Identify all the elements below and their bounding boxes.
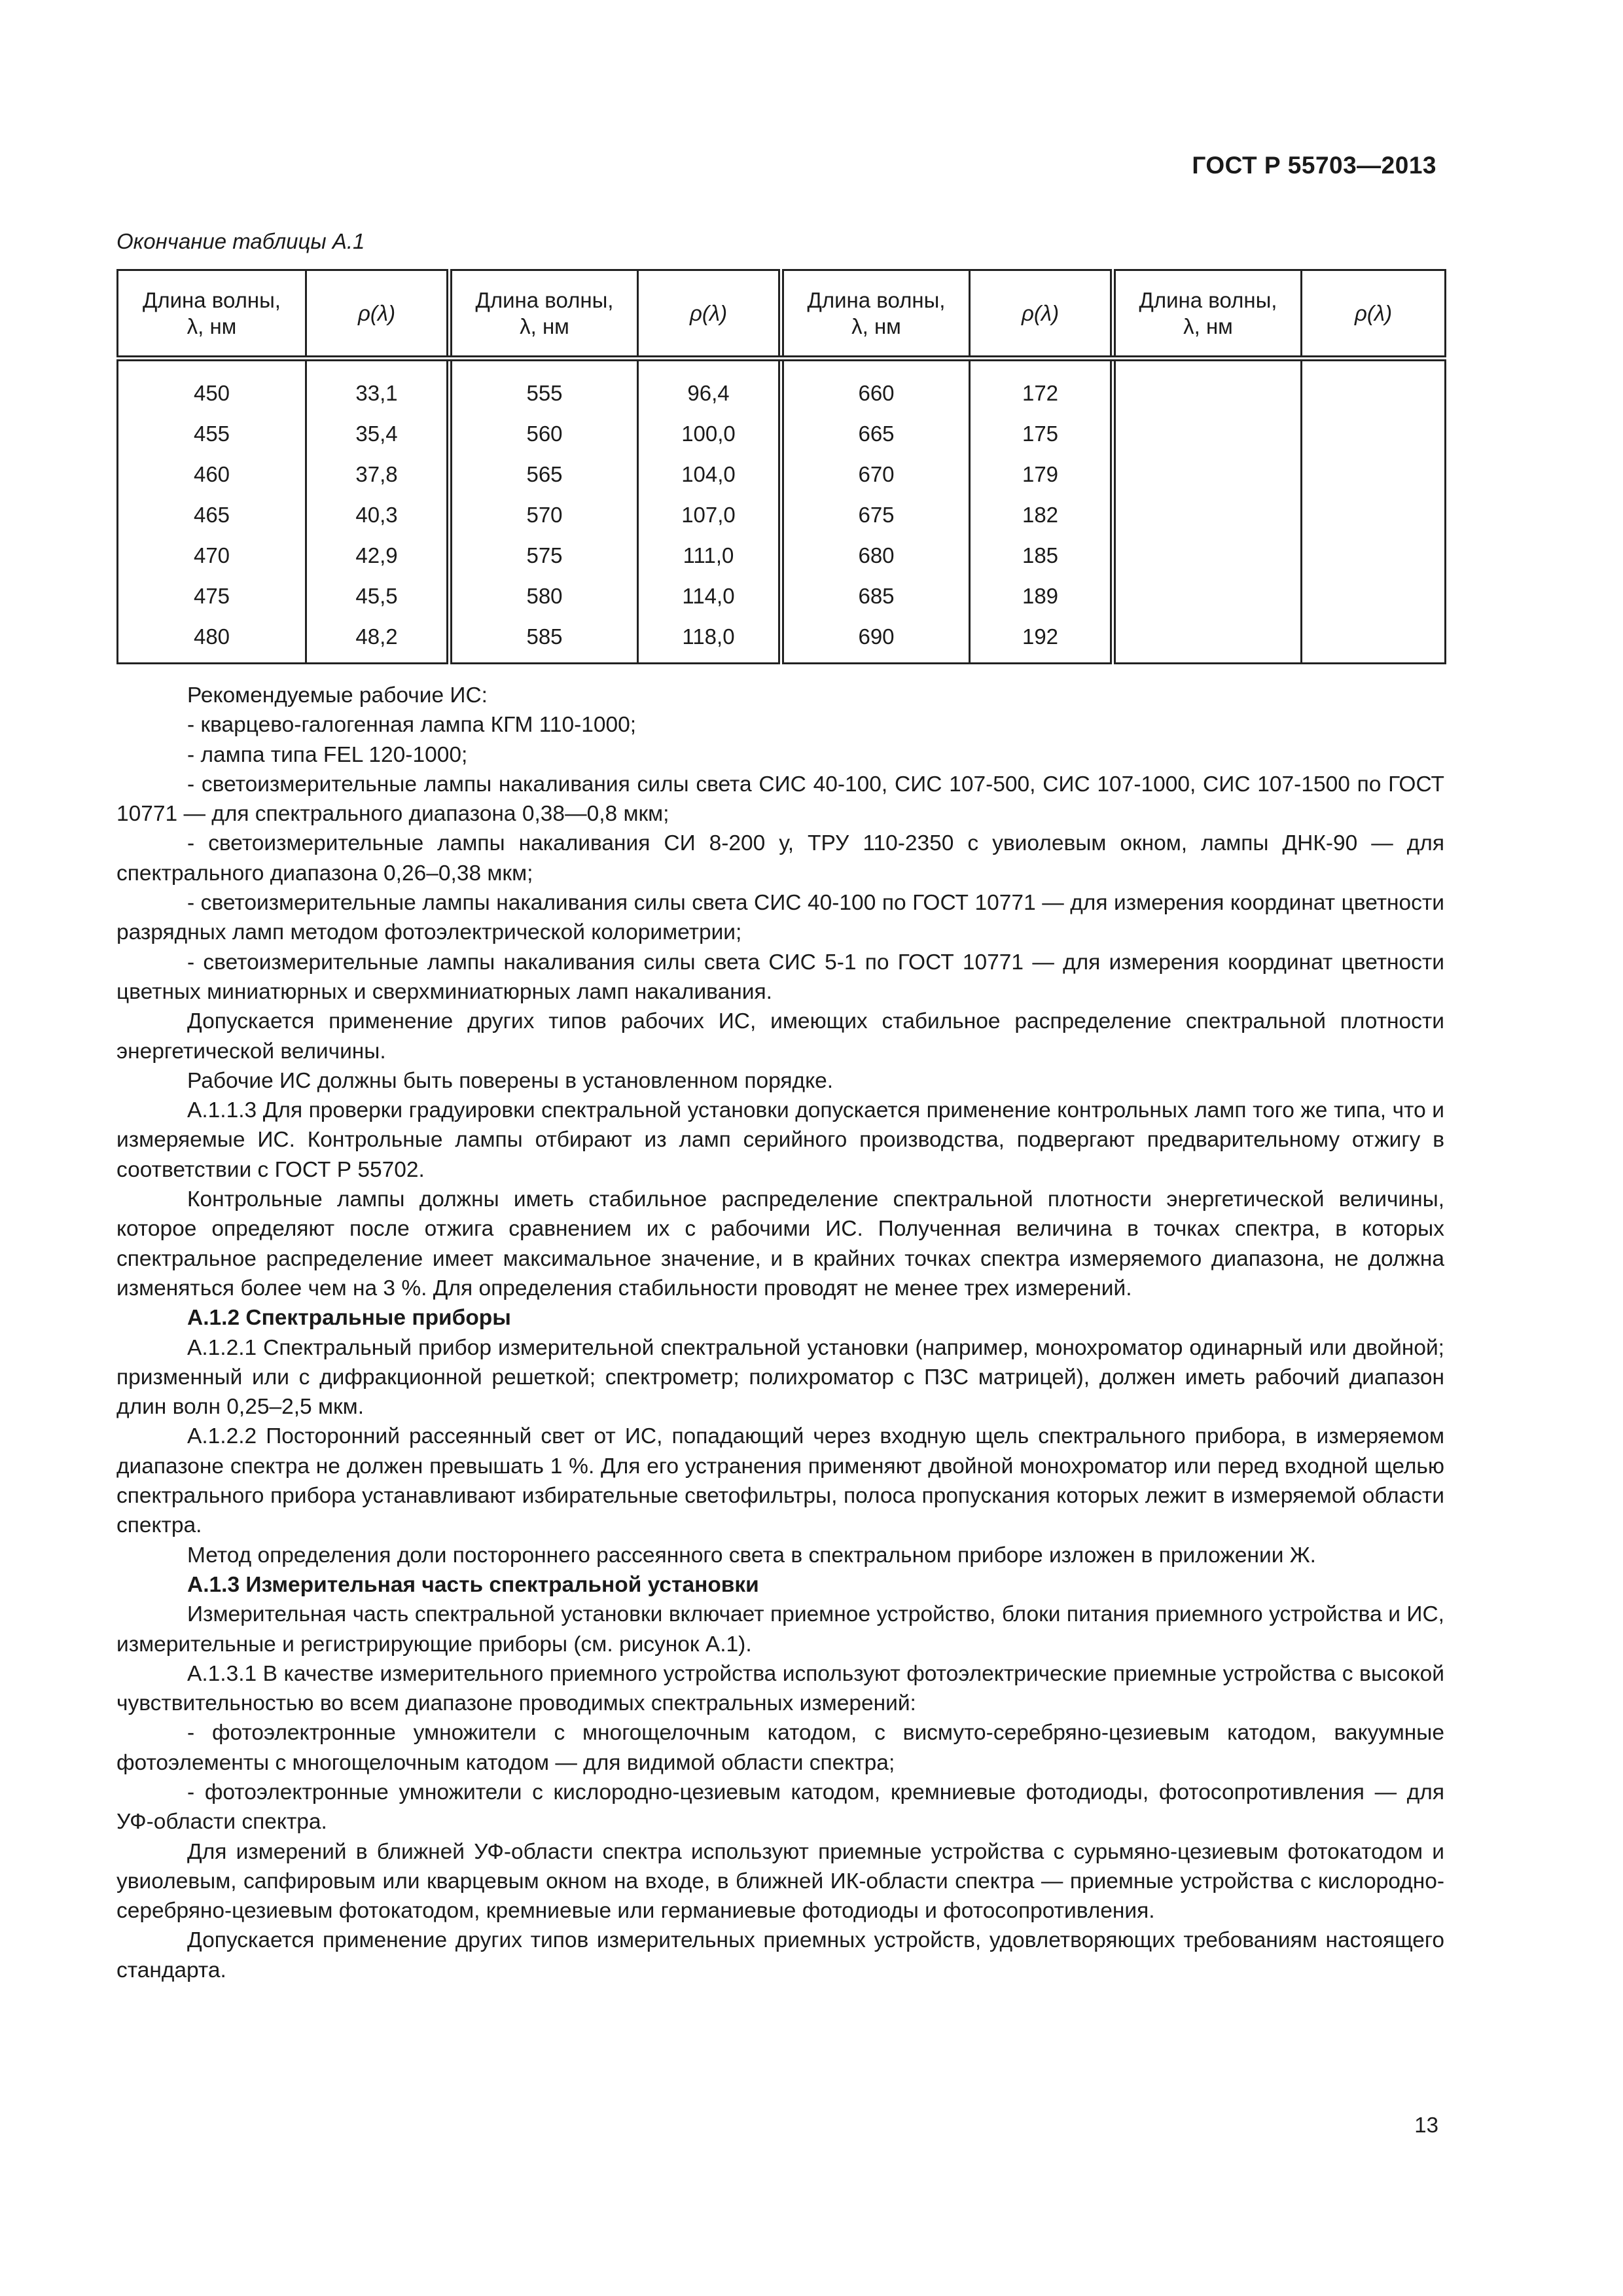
cell-wavelength: 470 [118, 535, 306, 576]
cell-wavelength [1113, 576, 1302, 617]
cell-rho: 37,8 [306, 454, 450, 495]
paragraph: - кварцево-галогенная лампа КГМ 110-1000; [187, 713, 637, 738]
paragraph: Допускается применение других типов рабочих ИС, имеющих стабильное распределение спектральной плотности энергетической величины. [116, 1009, 1444, 1064]
paragraph: - лампа типа FEL 120-1000; [187, 742, 468, 767]
cell-rho [1302, 414, 1446, 454]
cell-rho [1302, 535, 1446, 576]
cell-wavelength: 680 [781, 535, 970, 576]
cell-wavelength: 670 [781, 454, 970, 495]
cell-rho: 104,0 [638, 454, 781, 495]
table-row [118, 495, 1446, 535]
header-rho [970, 270, 1113, 359]
cell-wavelength: 580 [450, 576, 638, 617]
cell-rho [1302, 617, 1446, 664]
cell-wavelength [1113, 617, 1302, 664]
cell-rho: 179 [970, 454, 1113, 495]
cell-rho: 185 [970, 535, 1113, 576]
table-row [118, 535, 1446, 576]
body-text [116, 681, 1444, 1985]
paragraph: - светоизмерительные лампы накаливания силы света СИС 40-100, СИС 107-500, СИС 107-1000, СИС 107-1500 по ГОСТ 10771 — для спектрального диапазона 0,38—0,8 мкм; [116, 772, 1444, 827]
header-wavelength [118, 270, 306, 359]
header-rho-label: ρ(λ) [689, 300, 728, 325]
cell-wavelength: 555 [450, 359, 638, 414]
cell-rho: 33,1 [306, 359, 450, 414]
spectral-data-table [116, 269, 1446, 664]
cell-rho: 182 [970, 495, 1113, 535]
cell-rho [1302, 359, 1446, 414]
cell-wavelength: 690 [781, 617, 970, 664]
cell-rho: 35,4 [306, 414, 450, 454]
cell-wavelength: 455 [118, 414, 306, 454]
header-wavelength-label: Длина волны, λ, нм [475, 287, 614, 338]
cell-wavelength: 570 [450, 495, 638, 535]
paragraph: Рабочие ИС должны быть поверены в установленном порядке. [187, 1068, 834, 1093]
header-wavelength [781, 270, 970, 359]
cell-wavelength [1113, 495, 1302, 535]
cell-rho: 96,4 [638, 359, 781, 414]
header-wavelength-label: Длина волны, λ, нм [143, 287, 281, 338]
cell-wavelength: 660 [781, 359, 970, 414]
table-row [118, 617, 1446, 664]
table-row [118, 576, 1446, 617]
paragraph: Измерительная часть спектральной установки включает приемное устройство, блоки питания приемного устройства и ИС, измерительные и регистрирующие приборы (см. рисунок А.1). [116, 1602, 1444, 1657]
cell-wavelength: 685 [781, 576, 970, 617]
header-wavelength [450, 270, 638, 359]
cell-wavelength: 560 [450, 414, 638, 454]
paragraph: - светоизмерительные лампы накаливания силы света СИС 5-1 по ГОСТ 10771 — для измерения координат цветности цветных миниатюрных и сверхминиатюрных ламп накаливания. [116, 950, 1444, 1004]
header-rho-label: ρ(λ) [357, 300, 396, 325]
header-rho-label: ρ(λ) [1354, 300, 1393, 325]
cell-rho: 48,2 [306, 617, 450, 664]
page-number: 13 [1414, 2113, 1438, 2137]
cell-rho: 172 [970, 359, 1113, 414]
cell-wavelength [1113, 454, 1302, 495]
header-rho [306, 270, 450, 359]
header-rho-label: ρ(λ) [1021, 300, 1060, 325]
paragraph: - светоизмерительные лампы накаливания силы света СИС 40-100 по ГОСТ 10771 — для измерения координат цветности разрядных ламп методом фотоэлектрической колориметрии; [116, 891, 1444, 945]
section-heading: А.1.2 Спектральные приборы [187, 1306, 511, 1331]
paragraph: Для измерений в ближней УФ-области спектра используют приемные устройства с сурьмяно-цезиевым фотокатодом и увиолевым, сапфировым или кварцевым окном на входе, в ближней ИК-области спектра — приемные устройства с кислородно-серебряно-цезиевым фотокатодом, кремниевые или германиевые фотодиоды и фотосопротивления. [116, 1839, 1444, 1924]
table-caption: Окончание таблицы А.1 [116, 229, 365, 253]
paragraph: Контрольные лампы должны иметь стабильное распределение спектральной плотности энергетической величины, которое определяют после отжига сравнением их с рабочими ИС. Полученная величина в точках спектра, в которых спектральное распределение имеет максимальное значение, и в крайних точках спектра измеряемого диапазона, не должна изменяться более чем на 3 %. Для определения стабильности проводят не менее трех измерений. [116, 1187, 1444, 1300]
paragraph: А.1.3.1 В качестве измерительного приемного устройства используют фотоэлектрические приемные устройства с высокой чувствительностью во всем диапазоне проводимых спектральных измерений: [116, 1661, 1444, 1716]
cell-wavelength: 675 [781, 495, 970, 535]
cell-wavelength: 585 [450, 617, 638, 664]
cell-wavelength: 480 [118, 617, 306, 664]
paragraph: А.1.2.1 Спектральный прибор измерительной спектральной установки (например, монохроматор одинарный или двойной; призменный или с дифракционной решеткой; спектрометр; полихроматор с ПЗС матрицей), должен иметь рабочий диапазон длин волн 0,25–2,5 мкм. [116, 1335, 1444, 1420]
paragraph: Рекомендуемые рабочие ИС: [187, 683, 488, 708]
cell-rho: 100,0 [638, 414, 781, 454]
cell-rho: 107,0 [638, 495, 781, 535]
paragraph: А.1.2.2 Посторонний рассеянный свет от ИС, попадающий через входную щель спектрального прибора, в измеряемом диапазоне спектра не должен превышать 1 %. Для его устранения применяют двойной монохроматор или перед входной щелью спектрального прибора устанавливают избирательные светофильтры, полоса пропускания которых лежит в измеряемой области спектра. [116, 1424, 1444, 1538]
section-heading: А.1.3 Измерительная часть спектральной установки [187, 1572, 759, 1597]
paragraph: Допускается применение других типов измерительных приемных устройств, удовлетворяющих требованиям настоящего стандарта. [116, 1928, 1444, 1982]
header-wavelength-label: Длина волны, λ, нм [1139, 287, 1277, 338]
standard-code-header: ГОСТ Р 55703—2013 [1192, 152, 1436, 179]
cell-wavelength: 460 [118, 454, 306, 495]
cell-wavelength: 465 [118, 495, 306, 535]
table-row [118, 414, 1446, 454]
cell-rho: 114,0 [638, 576, 781, 617]
cell-rho: 42,9 [306, 535, 450, 576]
cell-wavelength: 575 [450, 535, 638, 576]
cell-rho [1302, 495, 1446, 535]
header-wavelength-label: Длина волны, λ, нм [807, 287, 946, 338]
cell-rho: 111,0 [638, 535, 781, 576]
paragraph: Метод определения доли постороннего рассеянного света в спектральном приборе изложен в приложении Ж. [187, 1543, 1316, 1568]
cell-rho: 40,3 [306, 495, 450, 535]
cell-rho [1302, 576, 1446, 617]
cell-rho: 189 [970, 576, 1113, 617]
cell-rho: 45,5 [306, 576, 450, 617]
table-row [118, 359, 1446, 414]
cell-wavelength [1113, 535, 1302, 576]
paragraph: - фотоэлектронные умножители с многощелочным катодом, с висмуто-серебряно-цезиевым катодом, вакуумные фотоэлементы с многощелочным катодом — для видимой области спектра; [116, 1721, 1444, 1775]
cell-wavelength: 450 [118, 359, 306, 414]
cell-wavelength [1113, 359, 1302, 414]
header-rho [638, 270, 781, 359]
paragraph: А.1.1.3 Для проверки градуировки спектральной установки допускается применение контрольных ламп того же типа, что и измеряемые ИС. Контрольные лампы отбирают из ламп серийного производства, подвергают предварительному отжигу в соответствии с ГОСТ Р 55702. [116, 1098, 1444, 1182]
header-rho [1302, 270, 1446, 359]
cell-wavelength: 475 [118, 576, 306, 617]
table-header-row [118, 270, 1446, 359]
cell-wavelength: 665 [781, 414, 970, 454]
cell-rho: 192 [970, 617, 1113, 664]
table-row [118, 454, 1446, 495]
paragraph: - фотоэлектронные умножители с кислородно-цезиевым катодом, кремниевые фотодиоды, фотосопротивления — для УФ-области спектра. [116, 1780, 1444, 1835]
cell-rho: 118,0 [638, 617, 781, 664]
cell-wavelength [1113, 414, 1302, 454]
header-wavelength [1113, 270, 1302, 359]
cell-wavelength: 565 [450, 454, 638, 495]
paragraph: - светоизмерительные лампы накаливания СИ 8-200 у, ТРУ 110-2350 с увиолевым окном, лампы ДНК-90 — для спектрального диапазона 0,26–0,38 мкм; [116, 831, 1444, 886]
cell-rho [1302, 454, 1446, 495]
cell-rho: 175 [970, 414, 1113, 454]
